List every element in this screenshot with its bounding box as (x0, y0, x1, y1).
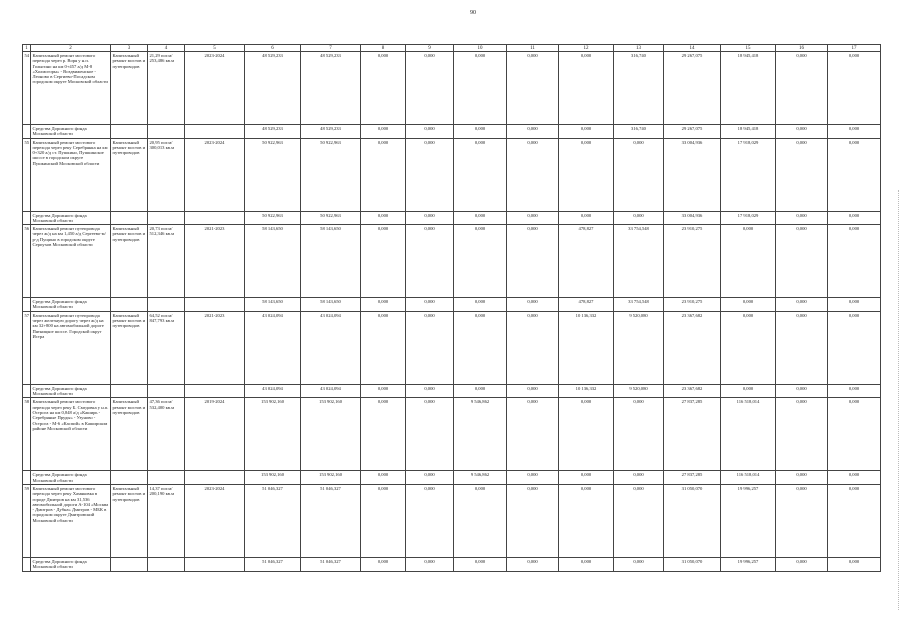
amount-cell: 0,000 (507, 298, 559, 312)
capacity-cell: 47,36 пог.м/ 532,400 кв.м (148, 398, 185, 471)
capacity-cell (148, 384, 185, 398)
amount-cell: 0,000 (776, 471, 828, 485)
work-type-cell (111, 384, 148, 398)
header-cell: 8 (361, 45, 406, 52)
amount-cell: 0,000 (406, 398, 454, 471)
amount-cell: 0,000 (721, 298, 776, 312)
header-cell: 15 (721, 45, 776, 52)
capacity-cell (148, 125, 185, 139)
header-cell: 7 (301, 45, 361, 52)
amount-cell: 153 902,160 (245, 398, 301, 471)
amount-cell: 0,000 (406, 211, 454, 225)
funding-source-cell: Средства Дорожного фонда Московской области (31, 557, 111, 571)
work-type-cell: Капитальный ремонт мостов и путепроводов (111, 311, 148, 384)
header-cell: 4 (148, 45, 185, 52)
work-type-cell: Капитальный ремонт мостов и путепроводов (111, 138, 148, 211)
period-cell: 2023-2024 (185, 138, 245, 211)
funding-source-cell: Средства Дорожного фонда Московской области (31, 384, 111, 398)
amount-cell: 0,000 (721, 225, 776, 298)
amount-cell: 0,000 (614, 557, 664, 571)
fund-row (23, 298, 881, 312)
period-cell (185, 211, 245, 225)
amount-cell: 48 529,233 (301, 52, 361, 125)
capacity-cell: 20,73 пог.м/ 512,346 кв.м (148, 225, 185, 298)
amount-cell: 0,000 (454, 52, 507, 125)
row-number-cell: 59 (23, 484, 31, 557)
amount-cell: 58 143,650 (301, 298, 361, 312)
amount-cell: 0,000 (614, 471, 664, 485)
amount-cell: 0,000 (559, 471, 614, 485)
amount-cell: 0,000 (776, 125, 828, 139)
amount-cell: 0,000 (776, 225, 828, 298)
amount-cell: 48 529,233 (301, 125, 361, 139)
period-cell (185, 384, 245, 398)
header-row (23, 45, 881, 52)
amount-cell: 0,000 (828, 398, 881, 471)
header-cell: 11 (507, 45, 559, 52)
capacity-cell: 21,29 пог.м/ 253,486 кв.м (148, 52, 185, 125)
amount-cell: 0,000 (361, 398, 406, 471)
work-type-cell: Капитальный ремонт мостов и путепроводов (111, 398, 148, 471)
row-number-cell (23, 384, 31, 398)
capacity-cell: 64,52 пог.м/ 847,793 кв.м (148, 311, 185, 384)
amount-cell: 31 050,070 (664, 557, 721, 571)
amount-cell: 116 518,014 (721, 471, 776, 485)
funding-source-cell: Средства Дорожного фонда Московской области (31, 211, 111, 225)
amount-cell: 316,740 (614, 52, 664, 125)
amount-cell: 31 050,070 (664, 484, 721, 557)
amount-cell: 0,000 (406, 311, 454, 384)
amount-cell: 33 004,936 (664, 211, 721, 225)
amount-cell: 33 754,548 (614, 225, 664, 298)
header-cell: 2 (31, 45, 111, 52)
amount-cell: 0,000 (406, 225, 454, 298)
object-row (23, 138, 881, 211)
amount-cell: 0,000 (406, 125, 454, 139)
amount-cell: 478,827 (559, 225, 614, 298)
amount-cell: 0,000 (828, 52, 881, 125)
amount-cell: 116 518,014 (721, 398, 776, 471)
amount-cell: 43 024,094 (301, 311, 361, 384)
amount-cell: 0,000 (454, 484, 507, 557)
amount-cell: 0,000 (454, 125, 507, 139)
amount-cell: 0,000 (828, 311, 881, 384)
period-cell: 2023-2024 (185, 52, 245, 125)
amount-cell: 0,000 (828, 298, 881, 312)
amount-cell: 0,000 (454, 211, 507, 225)
amount-cell: 0,000 (406, 557, 454, 571)
period-cell (185, 298, 245, 312)
header-cell: 16 (776, 45, 828, 52)
amount-cell: 0,000 (454, 225, 507, 298)
amount-cell: 0,000 (406, 138, 454, 211)
amount-cell: 0,000 (507, 471, 559, 485)
period-cell (185, 125, 245, 139)
fund-row (23, 125, 881, 139)
row-number-cell (23, 211, 31, 225)
amount-cell: 0,000 (361, 484, 406, 557)
amount-cell: 0,000 (559, 211, 614, 225)
amount-cell: 10 136,332 (559, 311, 614, 384)
work-type-cell (111, 211, 148, 225)
amount-cell: 43 024,094 (245, 311, 301, 384)
object-name-cell: Капитальный ремонт мостового перехода через реку Серебрянка на км 0+320 а/д ст. Пушкино, Пушкинское шоссе в городском округе Пушкинский Московской области (31, 138, 111, 211)
amount-cell: 23 367,682 (664, 311, 721, 384)
amount-cell: 51 046,327 (301, 484, 361, 557)
amount-cell: 0,000 (454, 557, 507, 571)
budget-table (22, 44, 881, 572)
amount-cell: 0,000 (361, 225, 406, 298)
header-cell: 3 (111, 45, 148, 52)
amount-cell: 10 136,332 (559, 384, 614, 398)
amount-cell: 0,000 (614, 484, 664, 557)
amount-cell: 0,000 (507, 311, 559, 384)
amount-cell: 50 922,963 (245, 138, 301, 211)
amount-cell: 9 520,080 (614, 384, 664, 398)
amount-cell: 0,000 (828, 484, 881, 557)
amount-cell: 50 922,963 (301, 211, 361, 225)
work-type-cell: Капитальный ремонт мостов и путепроводов (111, 225, 148, 298)
amount-cell: 0,000 (507, 484, 559, 557)
amount-cell: 29 267,075 (664, 52, 721, 125)
amount-cell: 0,000 (507, 125, 559, 139)
object-name-cell: Капитальный ремонт мостового перехода через р. Воря у н.п. Голыгино на км 0+457 а/д М-8 «Холмогоры» - Воздвиженское - Леоново в Сергиево-Посадском городском округе Московской области (31, 52, 111, 125)
amount-cell: 0,000 (559, 398, 614, 471)
amount-cell: 0,000 (361, 311, 406, 384)
amount-cell: 0,000 (406, 384, 454, 398)
header-cell: 13 (614, 45, 664, 52)
amount-cell: 50 922,963 (245, 211, 301, 225)
work-type-cell (111, 125, 148, 139)
fund-row (23, 471, 881, 485)
amount-cell: 9 520,080 (614, 311, 664, 384)
amount-cell: 43 024,094 (245, 384, 301, 398)
amount-cell: 0,000 (507, 138, 559, 211)
amount-cell: 0,000 (828, 384, 881, 398)
amount-cell: 0,000 (361, 471, 406, 485)
amount-cell: 0,000 (507, 225, 559, 298)
period-cell: 2021-2023 (185, 311, 245, 384)
amount-cell: 0,000 (776, 398, 828, 471)
page-edge-marks (896, 190, 899, 610)
amount-cell: 0,000 (828, 557, 881, 571)
funding-source-cell: Средства Дорожного фонда Московской области (31, 298, 111, 312)
amount-cell: 0,000 (361, 211, 406, 225)
amount-cell: 9 546,862 (454, 471, 507, 485)
amount-cell: 0,000 (454, 138, 507, 211)
amount-cell: 0,000 (776, 557, 828, 571)
amount-cell: 0,000 (454, 384, 507, 398)
object-name-cell: Капитальный ремонт путепровода через железную дорогу через ж/д на км 32+800 на автомобильной дороге Пятницкое шоссе. Городской округ Истра (31, 311, 111, 384)
row-number-cell (23, 557, 31, 571)
row-number-cell: 55 (23, 138, 31, 211)
period-cell (185, 471, 245, 485)
amount-cell: 33 004,936 (664, 138, 721, 211)
amount-cell: 0,000 (361, 138, 406, 211)
header-cell: 12 (559, 45, 614, 52)
header-cell: 14 (664, 45, 721, 52)
amount-cell: 153 902,160 (245, 471, 301, 485)
row-number-cell (23, 125, 31, 139)
capacity-cell (148, 211, 185, 225)
work-type-cell (111, 298, 148, 312)
amount-cell: 9 546,862 (454, 398, 507, 471)
amount-cell: 18 945,418 (721, 52, 776, 125)
amount-cell: 0,000 (507, 211, 559, 225)
row-number-cell (23, 471, 31, 485)
amount-cell: 0,000 (721, 384, 776, 398)
amount-cell: 0,000 (559, 484, 614, 557)
amount-cell: 58 143,650 (245, 298, 301, 312)
amount-cell: 153 902,160 (301, 471, 361, 485)
amount-cell: 0,000 (828, 471, 881, 485)
amount-cell: 17 918,029 (721, 211, 776, 225)
amount-cell: 51 046,327 (245, 557, 301, 571)
object-name-cell: Капитальный ремонт мостового перехода через реку Хамяковка в городе Дмитров на км 31,536 автомобильной дороги А-104 «Москва - Дмитров - Дубна» Дмитров - МБК в городском округе Дмитровский Московской области (31, 484, 111, 557)
amount-cell: 29 267,075 (664, 125, 721, 139)
amount-cell: 0,000 (828, 125, 881, 139)
amount-cell: 27 837,285 (664, 398, 721, 471)
period-cell: 2023-2024 (185, 484, 245, 557)
fund-row (23, 384, 881, 398)
funding-source-cell: Средства Дорожного фонда Московской области (31, 471, 111, 485)
amount-cell: 0,000 (776, 298, 828, 312)
amount-cell: 0,000 (721, 311, 776, 384)
object-row (23, 484, 881, 557)
capacity-cell (148, 471, 185, 485)
amount-cell: 27 837,285 (664, 471, 721, 485)
amount-cell: 23 367,682 (664, 384, 721, 398)
amount-cell: 0,000 (614, 211, 664, 225)
amount-cell: 51 046,327 (245, 484, 301, 557)
amount-cell: 0,000 (828, 138, 881, 211)
period-cell: 2019-2024 (185, 398, 245, 471)
amount-cell: 0,000 (828, 211, 881, 225)
object-row (23, 398, 881, 471)
amount-cell: 19 996,257 (721, 484, 776, 557)
amount-cell: 0,000 (776, 138, 828, 211)
amount-cell: 0,000 (361, 125, 406, 139)
amount-cell: 0,000 (406, 471, 454, 485)
header-cell: 6 (245, 45, 301, 52)
amount-cell: 0,000 (559, 557, 614, 571)
row-number-cell: 56 (23, 225, 31, 298)
amount-cell: 478,827 (559, 298, 614, 312)
capacity-cell: 20,95 пог.м/ 300,013 кв.м (148, 138, 185, 211)
amount-cell: 0,000 (406, 52, 454, 125)
fund-row (23, 211, 881, 225)
amount-cell: 0,000 (507, 557, 559, 571)
amount-cell: 0,000 (828, 225, 881, 298)
page-number: 90 (470, 10, 476, 16)
work-type-cell (111, 557, 148, 571)
amount-cell: 33 754,548 (614, 298, 664, 312)
amount-cell: 23 910,275 (664, 225, 721, 298)
row-number-cell: 57 (23, 311, 31, 384)
amount-cell: 0,000 (406, 484, 454, 557)
amount-cell: 0,000 (361, 384, 406, 398)
amount-cell: 0,000 (776, 52, 828, 125)
amount-cell: 0,000 (361, 298, 406, 312)
capacity-cell (148, 298, 185, 312)
amount-cell: 0,000 (559, 138, 614, 211)
amount-cell: 0,000 (614, 398, 664, 471)
table-body (23, 45, 881, 572)
amount-cell: 0,000 (454, 311, 507, 384)
period-cell (185, 557, 245, 571)
object-name-cell: Капитальный ремонт путепровода через ж/д на км 1,450 а/д Сергеево-м/р-д Пущино в городском округе Серпухов Московской области (31, 225, 111, 298)
amount-cell: 0,000 (406, 298, 454, 312)
amount-cell: 0,000 (776, 211, 828, 225)
amount-cell: 316,740 (614, 125, 664, 139)
capacity-cell (148, 557, 185, 571)
amount-cell: 50 922,963 (301, 138, 361, 211)
amount-cell: 0,000 (507, 384, 559, 398)
object-row (23, 311, 881, 384)
amount-cell: 153 902,160 (301, 398, 361, 471)
amount-cell: 0,000 (361, 557, 406, 571)
capacity-cell: 14,37 пог.м/ 200,190 кв.м (148, 484, 185, 557)
header-cell: 5 (185, 45, 245, 52)
amount-cell: 58 143,650 (301, 225, 361, 298)
amount-cell: 51 046,327 (301, 557, 361, 571)
amount-cell: 23 910,275 (664, 298, 721, 312)
work-type-cell: Капитальный ремонт мостов и путепроводов (111, 52, 148, 125)
header-cell: 1 (23, 45, 31, 52)
object-row (23, 52, 881, 125)
amount-cell: 0,000 (559, 52, 614, 125)
amount-cell: 0,000 (507, 52, 559, 125)
funding-source-cell: Средства Дорожного фонда Московской области (31, 125, 111, 139)
amount-cell: 0,000 (454, 298, 507, 312)
amount-cell: 0,000 (776, 484, 828, 557)
amount-cell: 0,000 (776, 384, 828, 398)
work-type-cell (111, 471, 148, 485)
amount-cell: 0,000 (776, 311, 828, 384)
fund-row (23, 557, 881, 571)
amount-cell: 48 529,233 (245, 125, 301, 139)
amount-cell: 0,000 (559, 125, 614, 139)
amount-cell: 0,000 (614, 138, 664, 211)
row-number-cell (23, 298, 31, 312)
header-cell: 10 (454, 45, 507, 52)
work-type-cell: Капитальный ремонт мостов и путепроводов (111, 484, 148, 557)
amount-cell: 48 529,233 (245, 52, 301, 125)
object-row (23, 225, 881, 298)
amount-cell: 43 024,094 (301, 384, 361, 398)
amount-cell: 58 143,650 (245, 225, 301, 298)
amount-cell: 0,000 (507, 398, 559, 471)
row-number-cell: 54 (23, 52, 31, 125)
amount-cell: 17 918,029 (721, 138, 776, 211)
amount-cell: 0,000 (361, 52, 406, 125)
header-cell: 17 (828, 45, 881, 52)
amount-cell: 18 945,418 (721, 125, 776, 139)
object-name-cell: Капитальный ремонт мостового перехода через реку Б. Смедовка у н.п. Острога на км 0,848 а/д «Каширь - Серебряные Пруды» - Узуново - Острога - М-6 «Каспий» в Каширском районе Московской области (31, 398, 111, 471)
amount-cell: 19 996,257 (721, 557, 776, 571)
row-number-cell: 58 (23, 398, 31, 471)
period-cell: 2021-2023 (185, 225, 245, 298)
header-cell: 9 (406, 45, 454, 52)
